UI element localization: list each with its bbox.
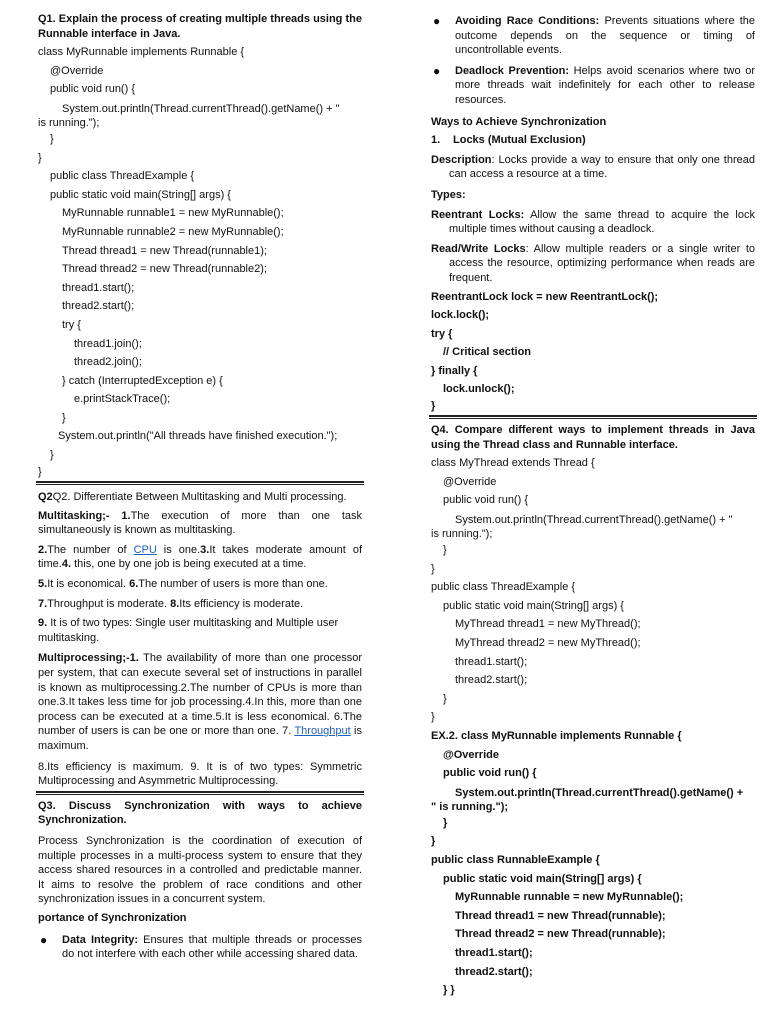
code-line: public void run() { <box>50 83 135 96</box>
code-line: } catch (InterruptedException e) { <box>62 374 223 387</box>
bullet-dot: ● <box>40 932 48 947</box>
bullet-text: Ensures that multiple threads or processes do not interfere with each other while accessing shared data. <box>62 933 362 961</box>
reentrant-para <box>431 208 755 237</box>
code-line: public void run() { <box>443 494 528 507</box>
q2-title-text: Q2. Differentiate Between Multitasking and Multi processing. <box>52 490 347 503</box>
reentrant-text: Allow the same thread to acquire the lock multiple times without causing a deadlock. <box>449 208 755 236</box>
lock-code <box>431 288 755 414</box>
q4-code <box>431 454 755 727</box>
multitasking-label: Multitasking;- <box>38 509 122 522</box>
multitasking-para-3 <box>38 575 362 594</box>
code-line: } finally { <box>431 364 478 377</box>
point-number: 3. <box>200 543 210 556</box>
q1-title: Q1. Explain the process of creating multiple threads using the Runnable interface in Java. <box>38 13 362 40</box>
code-line: Thread thread2 = new Thread(runnable2); <box>62 263 267 276</box>
multiprocessing-text: is maximum. <box>38 725 362 752</box>
locks-heading: Locks (Mutual Exclusion) <box>453 134 586 147</box>
code-line: public void run() { <box>443 767 537 780</box>
code-line: thread1.start(); <box>455 655 528 668</box>
code-line: System.out.println(Thread.currentThread().getName() + " <box>62 102 340 115</box>
multiprocessing-label: Multiprocessing;-1. <box>38 652 139 665</box>
ex2-code <box>431 727 755 1000</box>
q2-label: Q2 <box>38 490 53 503</box>
code-line: System.out.println(Thread.currentThread().getName() + <box>455 786 744 799</box>
code-line: } <box>62 411 66 424</box>
ways-heading: Ways to Achieve Synchronization <box>431 115 607 128</box>
code-line: class MyRunnable implements Runnable { <box>38 46 245 59</box>
code-line: ReentrantLock lock = new ReentrantLock(); <box>431 290 659 303</box>
code-line: try { <box>431 327 453 340</box>
code-line: System.out.println("All threads have finished execution."); <box>58 430 338 443</box>
point-text: It is of two types: Single user multitasking and Multiple user multitasking. <box>38 617 339 644</box>
code-line: MyRunnable runnable1 = new MyRunnable(); <box>62 207 284 220</box>
code-line: EX.2. class MyRunnable implements Runnable { <box>431 729 682 742</box>
code-line: class MyThread extends Thread { <box>431 457 595 470</box>
cpu-link[interactable]: CPU <box>133 543 157 556</box>
point-text: It takes moderate amount of time. <box>38 543 363 571</box>
code-line: } <box>38 151 42 164</box>
multiprocessing-para <box>38 651 362 753</box>
readwrite-para <box>431 242 755 286</box>
point-text: Its efficiency is moderate. <box>179 597 304 610</box>
readwrite-text: : Allow multiple readers or a single writer to access the resource, optimizing performance when reads are frequent. <box>449 242 755 284</box>
section-divider <box>429 415 757 419</box>
code-line: thread2.start(); <box>62 300 135 313</box>
code-line: Thread thread1 = new Thread(runnable); <box>455 909 666 922</box>
types-label: Types: <box>431 188 466 201</box>
point-text: The execution of more than one task simultaneously is known as multitasking. <box>38 509 362 537</box>
point-text: It is economical. <box>47 578 130 591</box>
point-number: 1. <box>121 509 131 522</box>
multitasking-para-4 <box>38 595 362 614</box>
code-line: try { <box>62 318 81 331</box>
locks-number: 1. <box>431 134 441 147</box>
point-text: Throughput is moderate. <box>47 597 171 610</box>
point-number: 5. <box>38 578 48 591</box>
code-line: } <box>443 544 447 557</box>
code-line: MyThread thread1 = new MyThread(); <box>455 618 641 631</box>
code-line: lock.lock(); <box>431 309 490 322</box>
code-line: @Override <box>443 475 497 488</box>
throughput-link[interactable]: Throughput <box>294 725 351 738</box>
q4-title: Q4. Compare different ways to implement threads in Java using the Thread class and Runnable interface. <box>431 424 755 451</box>
description-label: Description <box>431 153 492 166</box>
code-line: } <box>431 711 435 724</box>
point-number: 4. <box>61 558 72 571</box>
q3-title: Q3. Discuss Synchronization with ways to achieve Synchronization. <box>38 799 362 827</box>
multitasking-para <box>38 509 362 538</box>
code-line: public static void main(String[] args) { <box>443 599 624 612</box>
multiprocessing-last: 8.Its efficiency is maximum. 9. It is of two types: Symmetric Multiprocessing and Asymmetric Multiprocessing. <box>38 760 362 788</box>
point-number: 6. <box>129 578 139 591</box>
bullet-dot: ● <box>433 63 441 78</box>
code-line: // Critical section <box>443 346 532 359</box>
code-line: public class ThreadExample { <box>50 170 195 183</box>
code-line: } <box>431 400 436 413</box>
locks-heading-line <box>431 131 755 150</box>
point-number: 2. <box>38 543 48 556</box>
bullet-race-conditions <box>431 14 755 58</box>
bullet-deadlock-prevention <box>431 64 755 108</box>
code-line: e.printStackTrace(); <box>74 393 171 406</box>
code-line: public static void main(String[] args) { <box>443 872 642 885</box>
bullet-label: Deadlock Prevention: <box>455 64 570 77</box>
code-line: public class RunnableExample { <box>431 853 600 866</box>
code-line: } <box>443 692 447 705</box>
code-line: thread1.start(); <box>455 946 533 959</box>
bullet-text: Helps avoid scenarios where two or more threads wait indefinitely for each other to release resources. <box>455 64 755 106</box>
point-text: is one. <box>156 543 201 556</box>
code-line: public static void main(String[] args) { <box>50 188 231 201</box>
code-line: Thread thread2 = new Thread(runnable); <box>455 928 666 941</box>
bullet-label: Avoiding Race Conditions: <box>455 15 600 27</box>
bullet-text: Prevents situations where the outcome depends on the sequence or timing of uncontrollable events. <box>455 15 755 57</box>
code-line: } <box>431 562 435 575</box>
point-text: The number of <box>47 543 134 556</box>
code-line: thread2.join(); <box>74 356 142 369</box>
bullet-data-integrity <box>38 933 362 962</box>
readwrite-label: Read/Write Locks <box>431 242 526 255</box>
section-divider <box>36 481 364 485</box>
code-line: thread2.start(); <box>455 965 533 978</box>
bullet-dot: ● <box>433 14 441 28</box>
code-line: thread2.start(); <box>455 674 528 687</box>
code-line: thread1.start(); <box>62 281 135 294</box>
code-line: MyThread thread2 = new MyThread(); <box>455 637 641 649</box>
code-line: public class ThreadExample { <box>431 581 576 594</box>
code-line: } <box>38 465 42 478</box>
code-line: MyRunnable runnable2 = new MyRunnable(); <box>62 225 284 238</box>
code-line: lock.unlock(); <box>443 383 515 396</box>
code-line: @Override <box>443 748 499 761</box>
code-line: thread1.join(); <box>74 337 142 350</box>
point-number: 9. <box>38 617 48 630</box>
q3-intro: Process Synchronization is the coordination of execution of multiple processes in a multi-process system to ensure that they access shared resources in a controlled and predictable manner. It aims to resolve the problem of race conditions and other synchronization issues in a concurrent system. <box>38 834 362 906</box>
code-line: Thread thread1 = new Thread(runnable1); <box>62 244 267 257</box>
multitasking-para-2 <box>38 543 362 572</box>
importance-heading: portance of Synchronization <box>38 911 187 924</box>
point-text: The number of users is more than one. <box>138 578 328 591</box>
point-number: 8. <box>170 597 180 610</box>
code-line: @Override <box>50 64 104 77</box>
q2-title <box>38 489 362 505</box>
code-line: is running."); <box>431 528 493 541</box>
right-column <box>431 10 755 1000</box>
bullet-label: Data Integrity: <box>62 933 139 946</box>
multiprocessing-text: The availability of more than one processor per system, that can execute several set of instructions in parallel is known as multiprocessing.2.The number of CPUs is more than one.3.It takes less time for job processing.4.In this, more than one process can be executed at a time.5.It is less economical. 6.The number of users is can be one or more than one. 7. <box>38 652 362 738</box>
code-line: } <box>50 132 54 145</box>
code-line: } <box>50 449 54 462</box>
description-para <box>431 153 755 182</box>
code-line: is running."); <box>38 116 100 129</box>
code-line: } <box>443 816 448 829</box>
code-line: MyRunnable runnable = new MyRunnable(); <box>455 891 684 904</box>
reentrant-label: Reentrant Locks: <box>431 208 525 221</box>
point-text: this, one by one job is being executed at a time. <box>71 558 307 571</box>
multitasking-para-5 <box>38 616 362 645</box>
code-line: } } <box>443 984 455 997</box>
point-number: 7. <box>38 597 48 610</box>
code-line: } <box>431 835 436 848</box>
code-line: System.out.println(Thread.currentThread().getName() + " <box>455 514 733 527</box>
section-divider <box>36 791 364 795</box>
description-text: : Locks provide a way to ensure that only one thread can access a resource at a time. <box>449 153 755 181</box>
code-line: " is running."); <box>431 800 509 813</box>
q1-code <box>38 43 362 478</box>
left-column <box>38 10 362 967</box>
